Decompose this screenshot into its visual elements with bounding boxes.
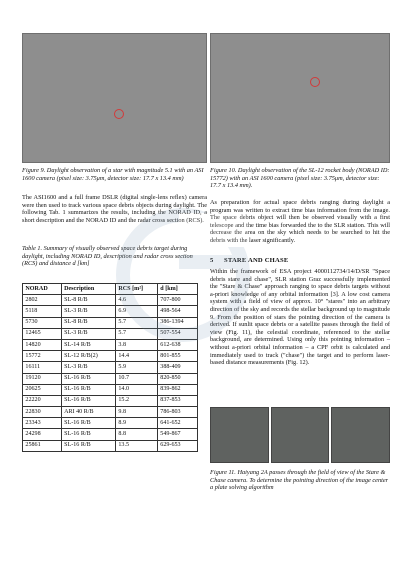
figure10-image bbox=[210, 33, 390, 163]
section5-heading bbox=[210, 257, 390, 264]
table-row bbox=[23, 339, 198, 350]
col-header-description: Description bbox=[61, 284, 115, 295]
cell-description: SL-3 R/B bbox=[61, 306, 115, 317]
cell-description: SL-3 R/B bbox=[61, 328, 115, 339]
table-row bbox=[23, 395, 198, 406]
cell-norad: 22220 bbox=[23, 395, 62, 406]
rocket-body-marker-ring bbox=[310, 77, 320, 87]
cell-norad: 23343 bbox=[23, 418, 62, 429]
cell-rcs: 14.4 bbox=[115, 351, 157, 362]
cell-description: SL-3 R/B bbox=[61, 362, 115, 373]
section5-number: 5 bbox=[210, 257, 214, 264]
cell-norad: 15772 bbox=[23, 351, 62, 362]
cell-description: SL-12 R/B(2) bbox=[61, 351, 115, 362]
cell-rcs: 8.8 bbox=[115, 429, 157, 440]
cell-distance: 837-853 bbox=[157, 395, 197, 406]
figure9-caption: Figure 9. Daylight observation of a star with magnitude 5.1 with an ASI 1600 camera (pixel size: 3.75μm, detector size: 17.7 x 13.4 mm) bbox=[22, 167, 204, 182]
cell-norad: 12465 bbox=[23, 328, 62, 339]
figure11-frame-2 bbox=[271, 407, 330, 463]
cell-norad: 5730 bbox=[23, 317, 62, 328]
cell-distance: 839-862 bbox=[157, 384, 197, 395]
cell-description: SL-8 R/B bbox=[61, 317, 115, 328]
cell-norad: 24298 bbox=[23, 429, 62, 440]
cell-description: SL-16 R/B bbox=[61, 429, 115, 440]
cell-rcs: 15.2 bbox=[115, 395, 157, 406]
figure11-frame-3 bbox=[331, 407, 390, 463]
cell-rcs: 8.9 bbox=[115, 418, 157, 429]
figure9-image bbox=[22, 33, 207, 163]
cell-rcs: 3.8 bbox=[115, 339, 157, 350]
cell-rcs: 5.7 bbox=[115, 317, 157, 328]
cell-norad: 20625 bbox=[23, 384, 62, 395]
table1 bbox=[22, 283, 198, 452]
cell-distance: 641-652 bbox=[157, 418, 197, 429]
right-paragraph-1: As preparation for actual space debris ranging during daylight a program was written to extract time bias information from the image. The space debris object will then be observed visually with a first telescope and the time bias forwarded the to the SLR station. This will decrease the area on the sky which needs to be searched to hit the debris with the laser significantly. bbox=[210, 199, 390, 244]
left-paragraph: The ASI1600 and a full frame DSLR (digital single-lens reflex) camera were then used to track various space debris objects during daylight. The following Tab. 1 summarizes the results, including the NORAD ID, a short description and the NORAD ID and the radar cross section (RCS). bbox=[22, 194, 207, 224]
cell-distance: 629-653 bbox=[157, 440, 197, 451]
table-row bbox=[23, 373, 198, 384]
figure11-frame-1 bbox=[210, 407, 269, 463]
cell-distance: 498-564 bbox=[157, 306, 197, 317]
cell-distance: 612-638 bbox=[157, 339, 197, 350]
cell-description: SL-16 R/B bbox=[61, 418, 115, 429]
table1-caption: Table 1. Summary of visually observed space debris target during daylight, including NORAD ID, description and radar cross section (RCS) and distance d [km] bbox=[22, 245, 193, 268]
cell-distance: 820-850 bbox=[157, 373, 197, 384]
cell-distance: 388-409 bbox=[157, 362, 197, 373]
figure11-caption: Figure 11. Haiyang 2A passes through the field of view of the Stare & Chase camera. To determine the pointing direction of the image center a plate solving algorithm bbox=[210, 469, 389, 492]
cell-description: SL-14 R/B bbox=[61, 339, 115, 350]
cell-description: SL-16 R/B bbox=[61, 395, 115, 406]
cell-description: SL-16 R/B bbox=[61, 384, 115, 395]
cell-distance: 507-554 bbox=[157, 328, 197, 339]
cell-norad: 5118 bbox=[23, 306, 62, 317]
cell-distance: 549-867 bbox=[157, 429, 197, 440]
table-row bbox=[23, 429, 198, 440]
cell-distance: 801-855 bbox=[157, 351, 197, 362]
table-row bbox=[23, 362, 198, 373]
table-row bbox=[23, 418, 198, 429]
right-paragraph-2: Within the framework of ESA project 4000112734/14/D/SR "Space debris stare and chase", SLR station Graz successfully implemented the "Stare & Chase" approach ranging to space debris targets without a-priori knowledge of any orbital information [3]. A low cost camera system with a field of view of approx. 10° "stares" into an arbitrary direction of the sky and records the stellar background up to magnitude 9. From the position of stars the pointing direction of the camera is derived. If sunlit space debris or a satellite passes through the field of view (Fig. 11), the celestial coordinate, referenced to the stellar background, are determined. Using only this pointing information – without a-priori orbital information – a CPF orbit is calculated and immediately used to track ("chase") the target and to perform laser-based distance measurements (Fig. 12). bbox=[210, 268, 390, 367]
table-row bbox=[23, 440, 198, 451]
col-header-norad: NORAD bbox=[23, 284, 62, 295]
figure11-image-strip bbox=[210, 407, 390, 463]
section5-title: STARE AND CHASE bbox=[224, 257, 289, 264]
table-header-row bbox=[23, 284, 198, 295]
col-header-rcs: RCS [m²] bbox=[115, 284, 157, 295]
table-row bbox=[23, 407, 198, 418]
cell-norad: 25861 bbox=[23, 440, 62, 451]
table-row bbox=[23, 351, 198, 362]
cell-rcs: 5.9 bbox=[115, 362, 157, 373]
table-row bbox=[23, 317, 198, 328]
col-header-distance: d [km] bbox=[157, 284, 197, 295]
cell-rcs: 13.5 bbox=[115, 440, 157, 451]
cell-description: SL-16 R/B bbox=[61, 373, 115, 384]
cell-norad: 14820 bbox=[23, 339, 62, 350]
table-row bbox=[23, 328, 198, 339]
cell-rcs: 14.0 bbox=[115, 384, 157, 395]
cell-rcs: 10.7 bbox=[115, 373, 157, 384]
table-row bbox=[23, 306, 198, 317]
cell-rcs: 4.6 bbox=[115, 295, 157, 306]
cell-description: ARI 40 R/B bbox=[61, 407, 115, 418]
cell-rcs: 5.7 bbox=[115, 328, 157, 339]
cell-norad: 2802 bbox=[23, 295, 62, 306]
cell-rcs: 9.8 bbox=[115, 407, 157, 418]
figure10-caption: Figure 10. Daylight observation of the SL-12 rocket body (NORAD ID: 15772) with an ASI 1600 camera (pixel size: 3.75μm, detector size: 17.7 x 13.4 mm). bbox=[210, 167, 390, 190]
cell-description: SL-16 R/B bbox=[61, 440, 115, 451]
cell-distance: 707-800 bbox=[157, 295, 197, 306]
table-row bbox=[23, 295, 198, 306]
table-row bbox=[23, 384, 198, 395]
star-marker-ring bbox=[114, 109, 124, 119]
cell-norad: 16111 bbox=[23, 362, 62, 373]
cell-distance: 386-1394 bbox=[157, 317, 197, 328]
cell-distance: 786-803 bbox=[157, 407, 197, 418]
cell-norad: 22830 bbox=[23, 407, 62, 418]
cell-rcs: 6.9 bbox=[115, 306, 157, 317]
cell-description: SL-8 R/B bbox=[61, 295, 115, 306]
cell-norad: 19120 bbox=[23, 373, 62, 384]
